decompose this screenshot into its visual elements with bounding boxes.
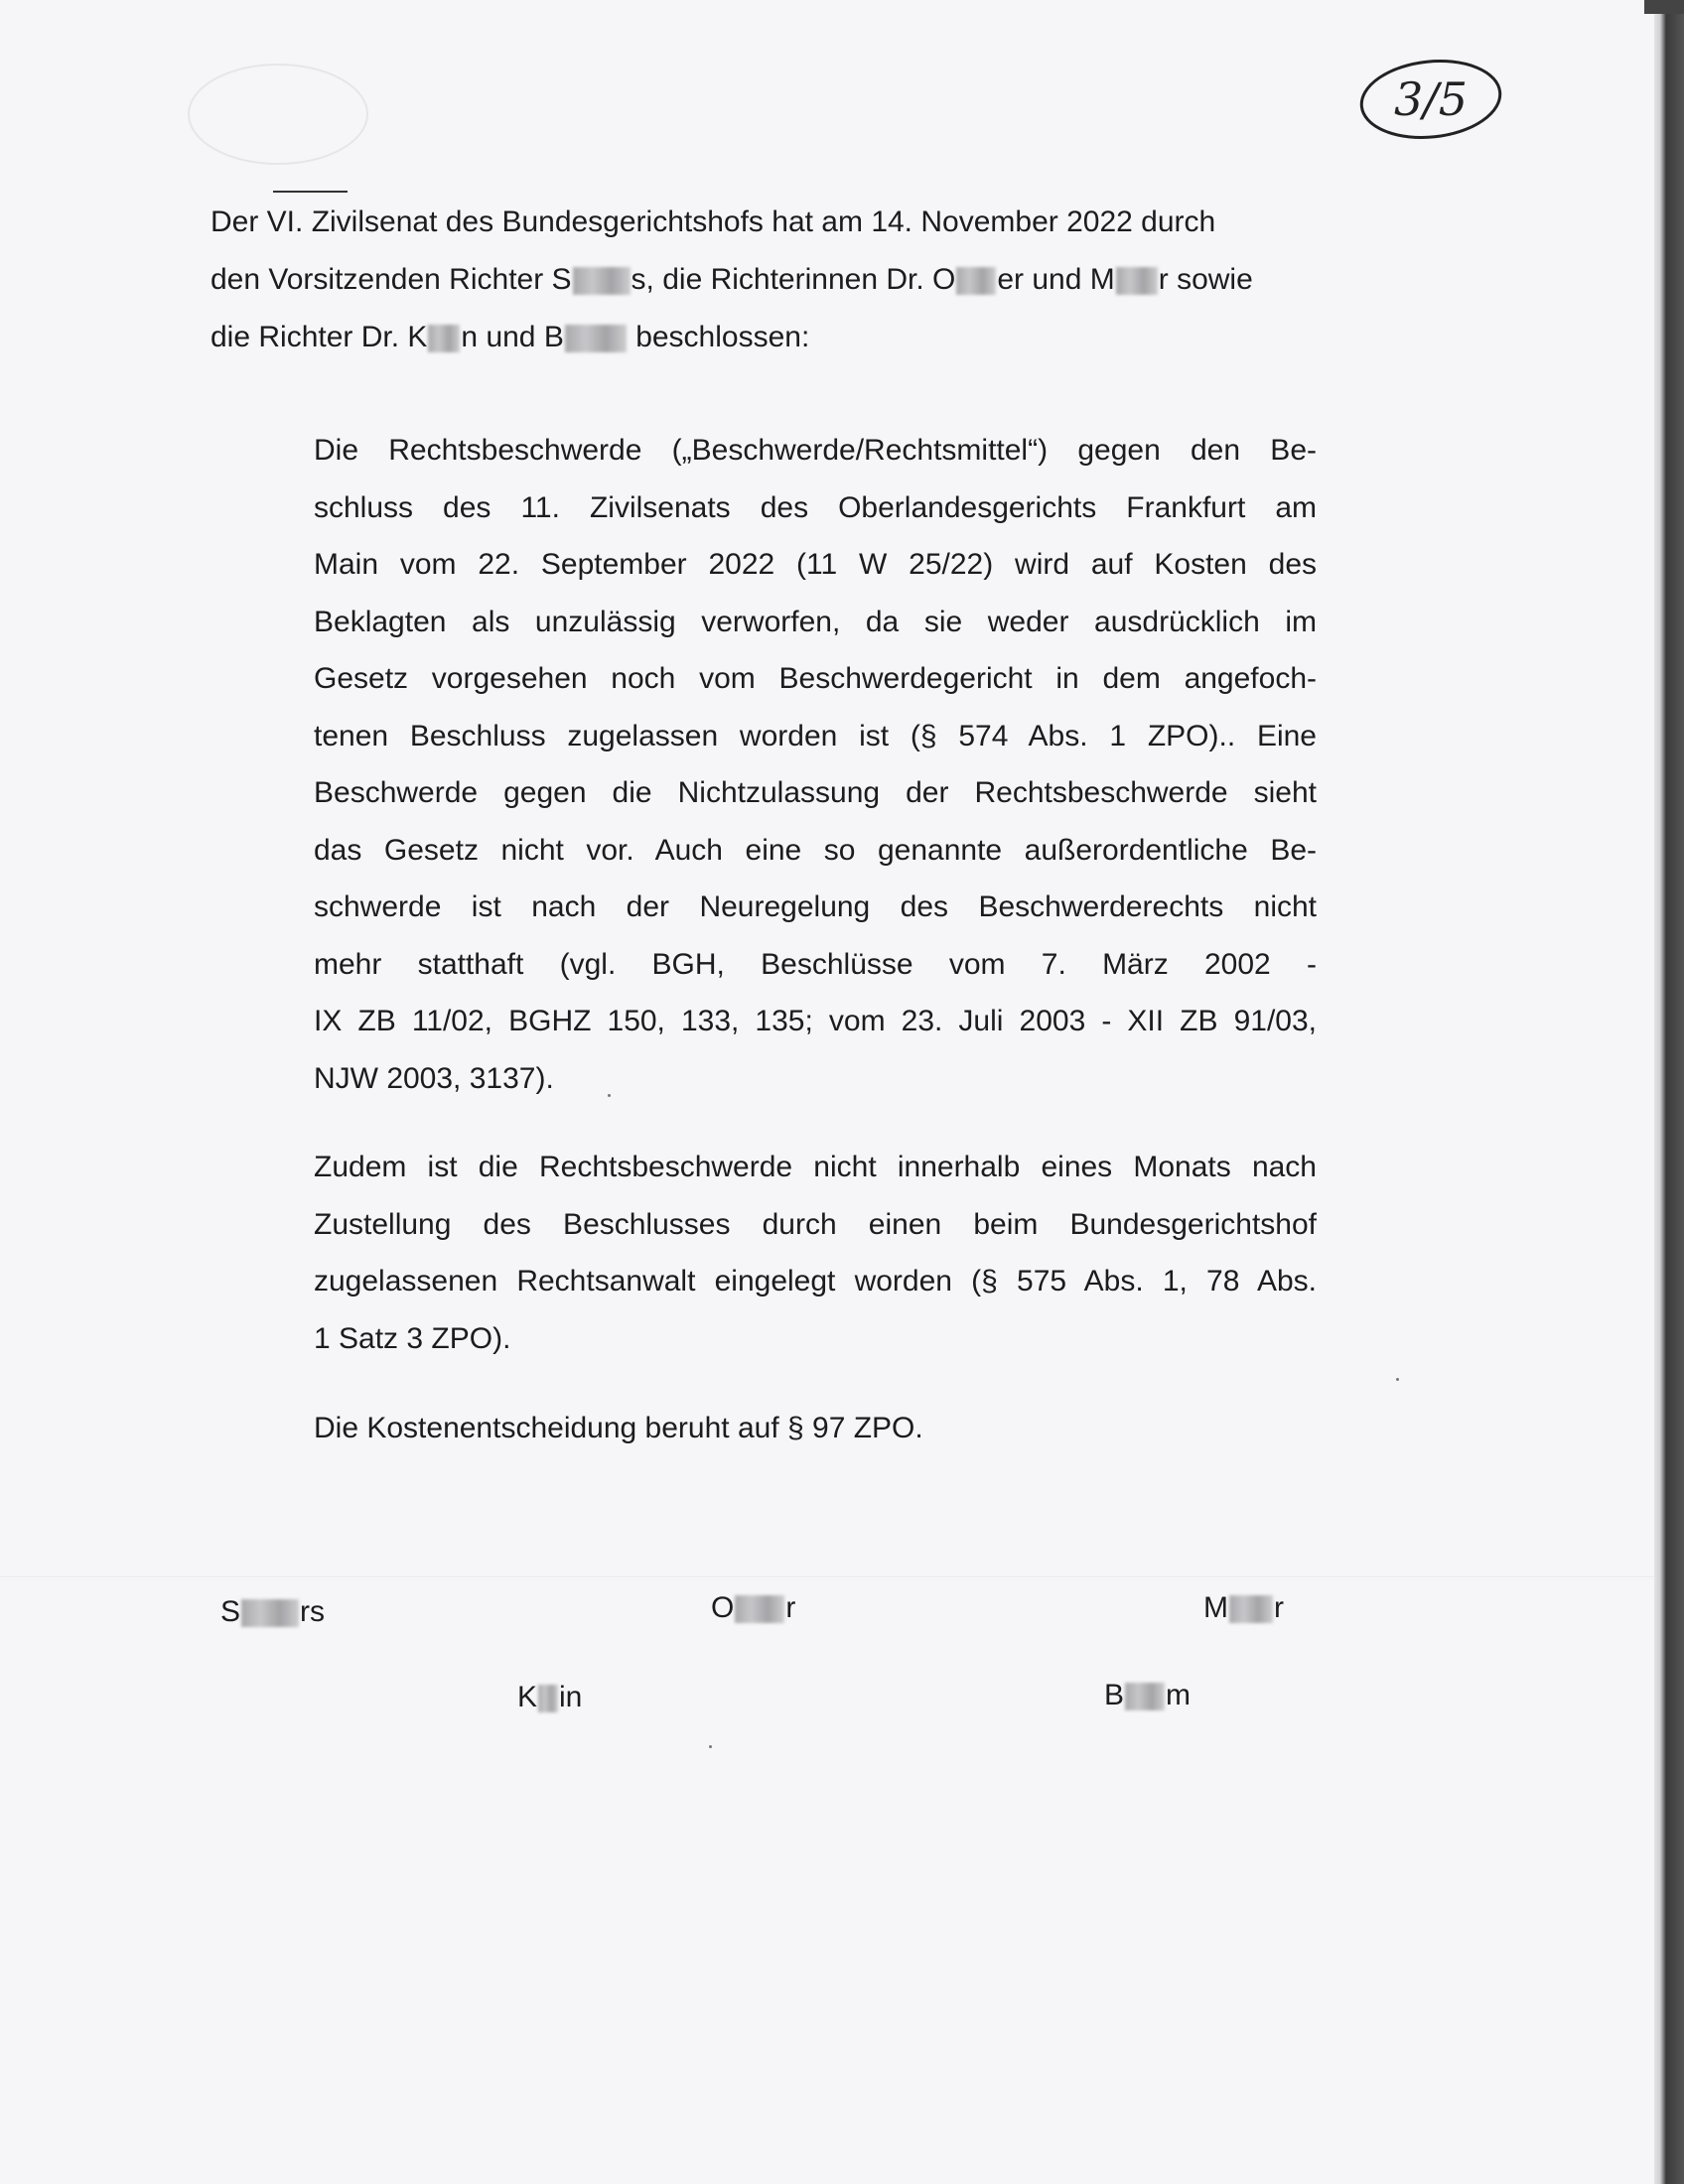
decision-line: Main vom 22. September 2022 (11 W 25/22) wird auf Kosten des xyxy=(314,548,1317,581)
redacted-name xyxy=(1229,1595,1273,1623)
handwritten-dash xyxy=(273,191,348,193)
intro-line-3 xyxy=(210,309,1402,366)
redacted-name xyxy=(1116,267,1158,295)
intro-line-1: Der VI. Zivilsenat des Bundesgerichtshofs hat am 14. November 2022 durch xyxy=(210,205,1216,238)
faint-stamp-mark xyxy=(179,60,377,179)
signature-judge-4 xyxy=(517,1681,582,1714)
decision-line: NJW 2003, 3137). xyxy=(314,1061,554,1095)
signature-suffix: m xyxy=(1166,1679,1192,1711)
deadline-line: Zudem ist die Rechtsbeschwerde nicht innerhalb eines Monats nach xyxy=(314,1151,1317,1183)
intro-line-3-part-a: die Richter Dr. K xyxy=(210,321,428,353)
intro-line-3-part-c: beschlossen: xyxy=(635,321,810,353)
signature-suffix: in xyxy=(559,1681,583,1713)
decision-line: Beschwerde gegen die Nichtzulassung der Rechtsbeschwerde sieht xyxy=(314,776,1317,809)
signature-initial: K xyxy=(517,1681,538,1713)
page-number-handwritten xyxy=(1356,50,1505,149)
signature-initial: S xyxy=(220,1595,241,1628)
paper-speck xyxy=(608,1094,611,1097)
page-marker-text: 3/5 xyxy=(1393,72,1469,126)
signature-initial: M xyxy=(1203,1591,1228,1624)
paper-speck xyxy=(1396,1378,1399,1381)
redacted-name xyxy=(573,267,631,295)
deadline-line: zugelassenen Rechtsanwalt eingelegt worden (§ 575 Abs. 1, 78 Abs. xyxy=(314,1265,1317,1297)
redacted-name xyxy=(565,325,627,352)
deadline-line: 1 Satz 3 ZPO). xyxy=(314,1321,511,1355)
signature-judge-5 xyxy=(1104,1679,1191,1712)
intro-line-2-part-a: den Vorsitzenden Richter S xyxy=(210,263,572,296)
signature-suffix: rs xyxy=(300,1595,326,1628)
intro-line-2-part-b: s, die Richterinnen Dr. O xyxy=(631,263,956,296)
signature-initial: O xyxy=(711,1591,735,1624)
decision-line: Gesetz vorgesehen noch vom Beschwerdegericht in dem angefoch- xyxy=(314,662,1317,695)
signature-judge-3 xyxy=(1203,1591,1284,1625)
decision-line: schluss des 11. Zivilsenats des Oberlandesgerichts Frankfurt am xyxy=(314,490,1317,524)
decision-line: Die Rechtsbeschwerde („Beschwerde/Rechtsmittel“) gegen den Be- xyxy=(314,434,1317,467)
intro-line-2-part-d: r sowie xyxy=(1158,263,1253,296)
decision-line: Beklagten als unzulässig verworfen, da sie weder ausdrücklich im xyxy=(314,605,1317,638)
redacted-name xyxy=(241,1599,299,1627)
decision-line: tenen Beschluss zugelassen worden ist (§ 574 Abs. 1 ZPO).. Eine xyxy=(314,719,1317,752)
signature-presiding-judge xyxy=(220,1595,325,1629)
scan-edge xyxy=(1654,0,1684,2184)
redacted-name xyxy=(956,267,996,295)
redacted-name xyxy=(1125,1683,1165,1710)
deadline-line: Zustellung des Beschlusses durch einen beim Bundesgerichtshof xyxy=(314,1207,1317,1241)
scan-edge-top xyxy=(1644,0,1684,14)
signature-suffix: r xyxy=(785,1591,796,1624)
intro-line-3-part-b: n und B xyxy=(461,321,564,353)
intro-paragraph xyxy=(210,194,1402,366)
decision-line: das Gesetz nicht vor. Auch eine so genannte außerordentliche Be- xyxy=(314,833,1317,867)
redacted-name xyxy=(735,1595,784,1623)
redacted-name xyxy=(538,1685,558,1712)
redacted-name xyxy=(428,325,460,352)
signature-initial: B xyxy=(1104,1679,1125,1711)
intro-line-2 xyxy=(210,251,1402,309)
costs-paragraph xyxy=(314,1400,1317,1457)
paper-speck xyxy=(709,1745,712,1748)
paper-fold-line xyxy=(0,1576,1654,1579)
costs-text: Die Kostenentscheidung beruht auf § 97 ZPO. xyxy=(314,1412,923,1444)
signature-suffix: r xyxy=(1274,1591,1284,1624)
intro-line-2-part-c: er und M xyxy=(997,263,1115,296)
decision-line: IX ZB 11/02, BGHZ 150, 133, 135; vom 23. Juli 2003 - XII ZB 91/03, xyxy=(314,1005,1317,1037)
signature-judge-2 xyxy=(711,1591,795,1625)
decision-line: schwerde ist nach der Neuregelung des Beschwerderechts nicht xyxy=(314,890,1317,923)
deadline-paragraph xyxy=(314,1139,1317,1367)
decision-line: mehr statthaft (vgl. BGH, Beschlüsse vom 7. März 2002 - xyxy=(314,947,1317,981)
decision-paragraph xyxy=(314,422,1317,1107)
